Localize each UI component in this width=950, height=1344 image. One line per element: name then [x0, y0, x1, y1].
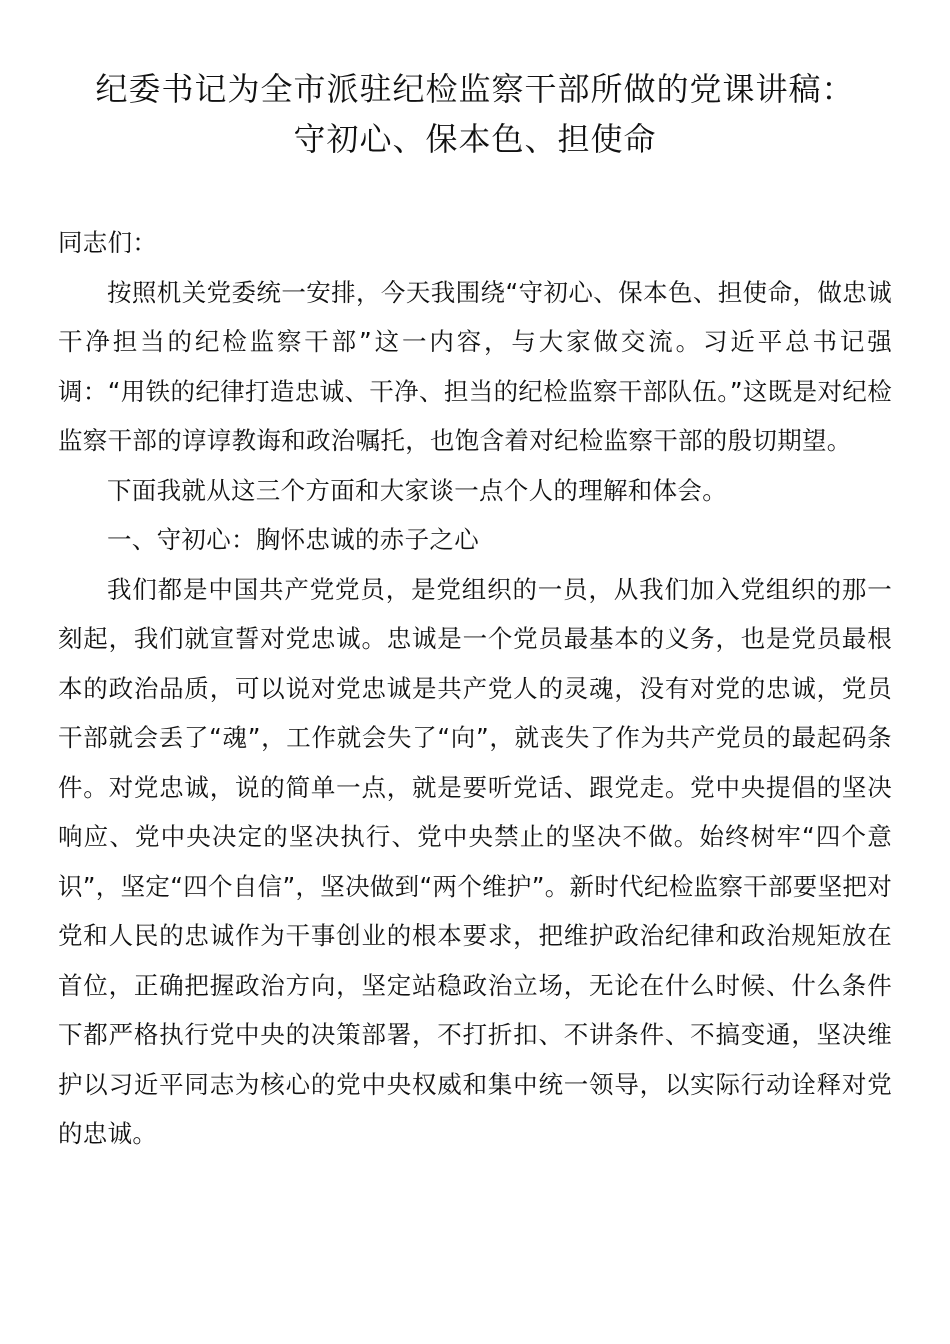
section-heading-1: 一、守初心：胸怀忠诚的赤子之心 — [107, 525, 479, 554]
paragraph-section-1: 我们都是中国共产党党员，是党组织的一员，从我们加入党组织的那一刻起，我们就宣誓对党忠诚。忠诚是一个党员最基本的义务，也是党员最根本的政治品质，可以说对党忠诚是共产党人的灵魂，没有对党的忠诚，党员干部就会丢了“魂”，工作就会失了“向”，就丧失了作为共产党员的最起码条件。对党忠诚，说的简单一点，就是要听党话、跟党走。党中央提倡的坚决响应、党中央决定的坚决执行、党中央禁止的坚决不做。始终树牢“四个意识”，坚定“四个自信”，坚决做到“两个维护”。新时代纪检监察干部要坚把对党和人民的忠诚作为干事创业的根本要求，把维护政治纪律和政治规矩放在首位，正确把握政治方向，坚定站稳政治立场，无论在什么时候、什么条件下都严格执行党中央的决策部署，不打折扣、不讲条件、不搞变通，坚决维护以习近平同志为核心的党中央权威和集中统一领导，以实际行动诠释对党的忠诚。 — [58, 574, 892, 1148]
paragraph-intro: 按照机关党委统一安排，今天我围绕“守初心、保本色、担使命，做忠诚干净担当的纪检监察干部”这一内容，与大家做交流。习近平总书记强调：“用铁的纪律打造忠诚、干净、担当的纪检监察干部队伍。”这既是对纪检监察干部的谆谆教诲和政治嘱托，也饱含着对纪检监察干部的殷切期望。 — [58, 277, 892, 455]
salutation: 同志们： — [58, 228, 158, 257]
document-title — [58, 64, 892, 164]
document-body — [58, 218, 892, 1159]
title-line-1: 纪委书记为全市派驻纪检监察干部所做的党课讲稿： — [95, 70, 855, 108]
title-line-2: 守初心、保本色、担使命 — [293, 120, 657, 158]
paragraph-transition: 下面我就从这三个方面和大家谈一点个人的理解和体会。 — [107, 475, 727, 505]
